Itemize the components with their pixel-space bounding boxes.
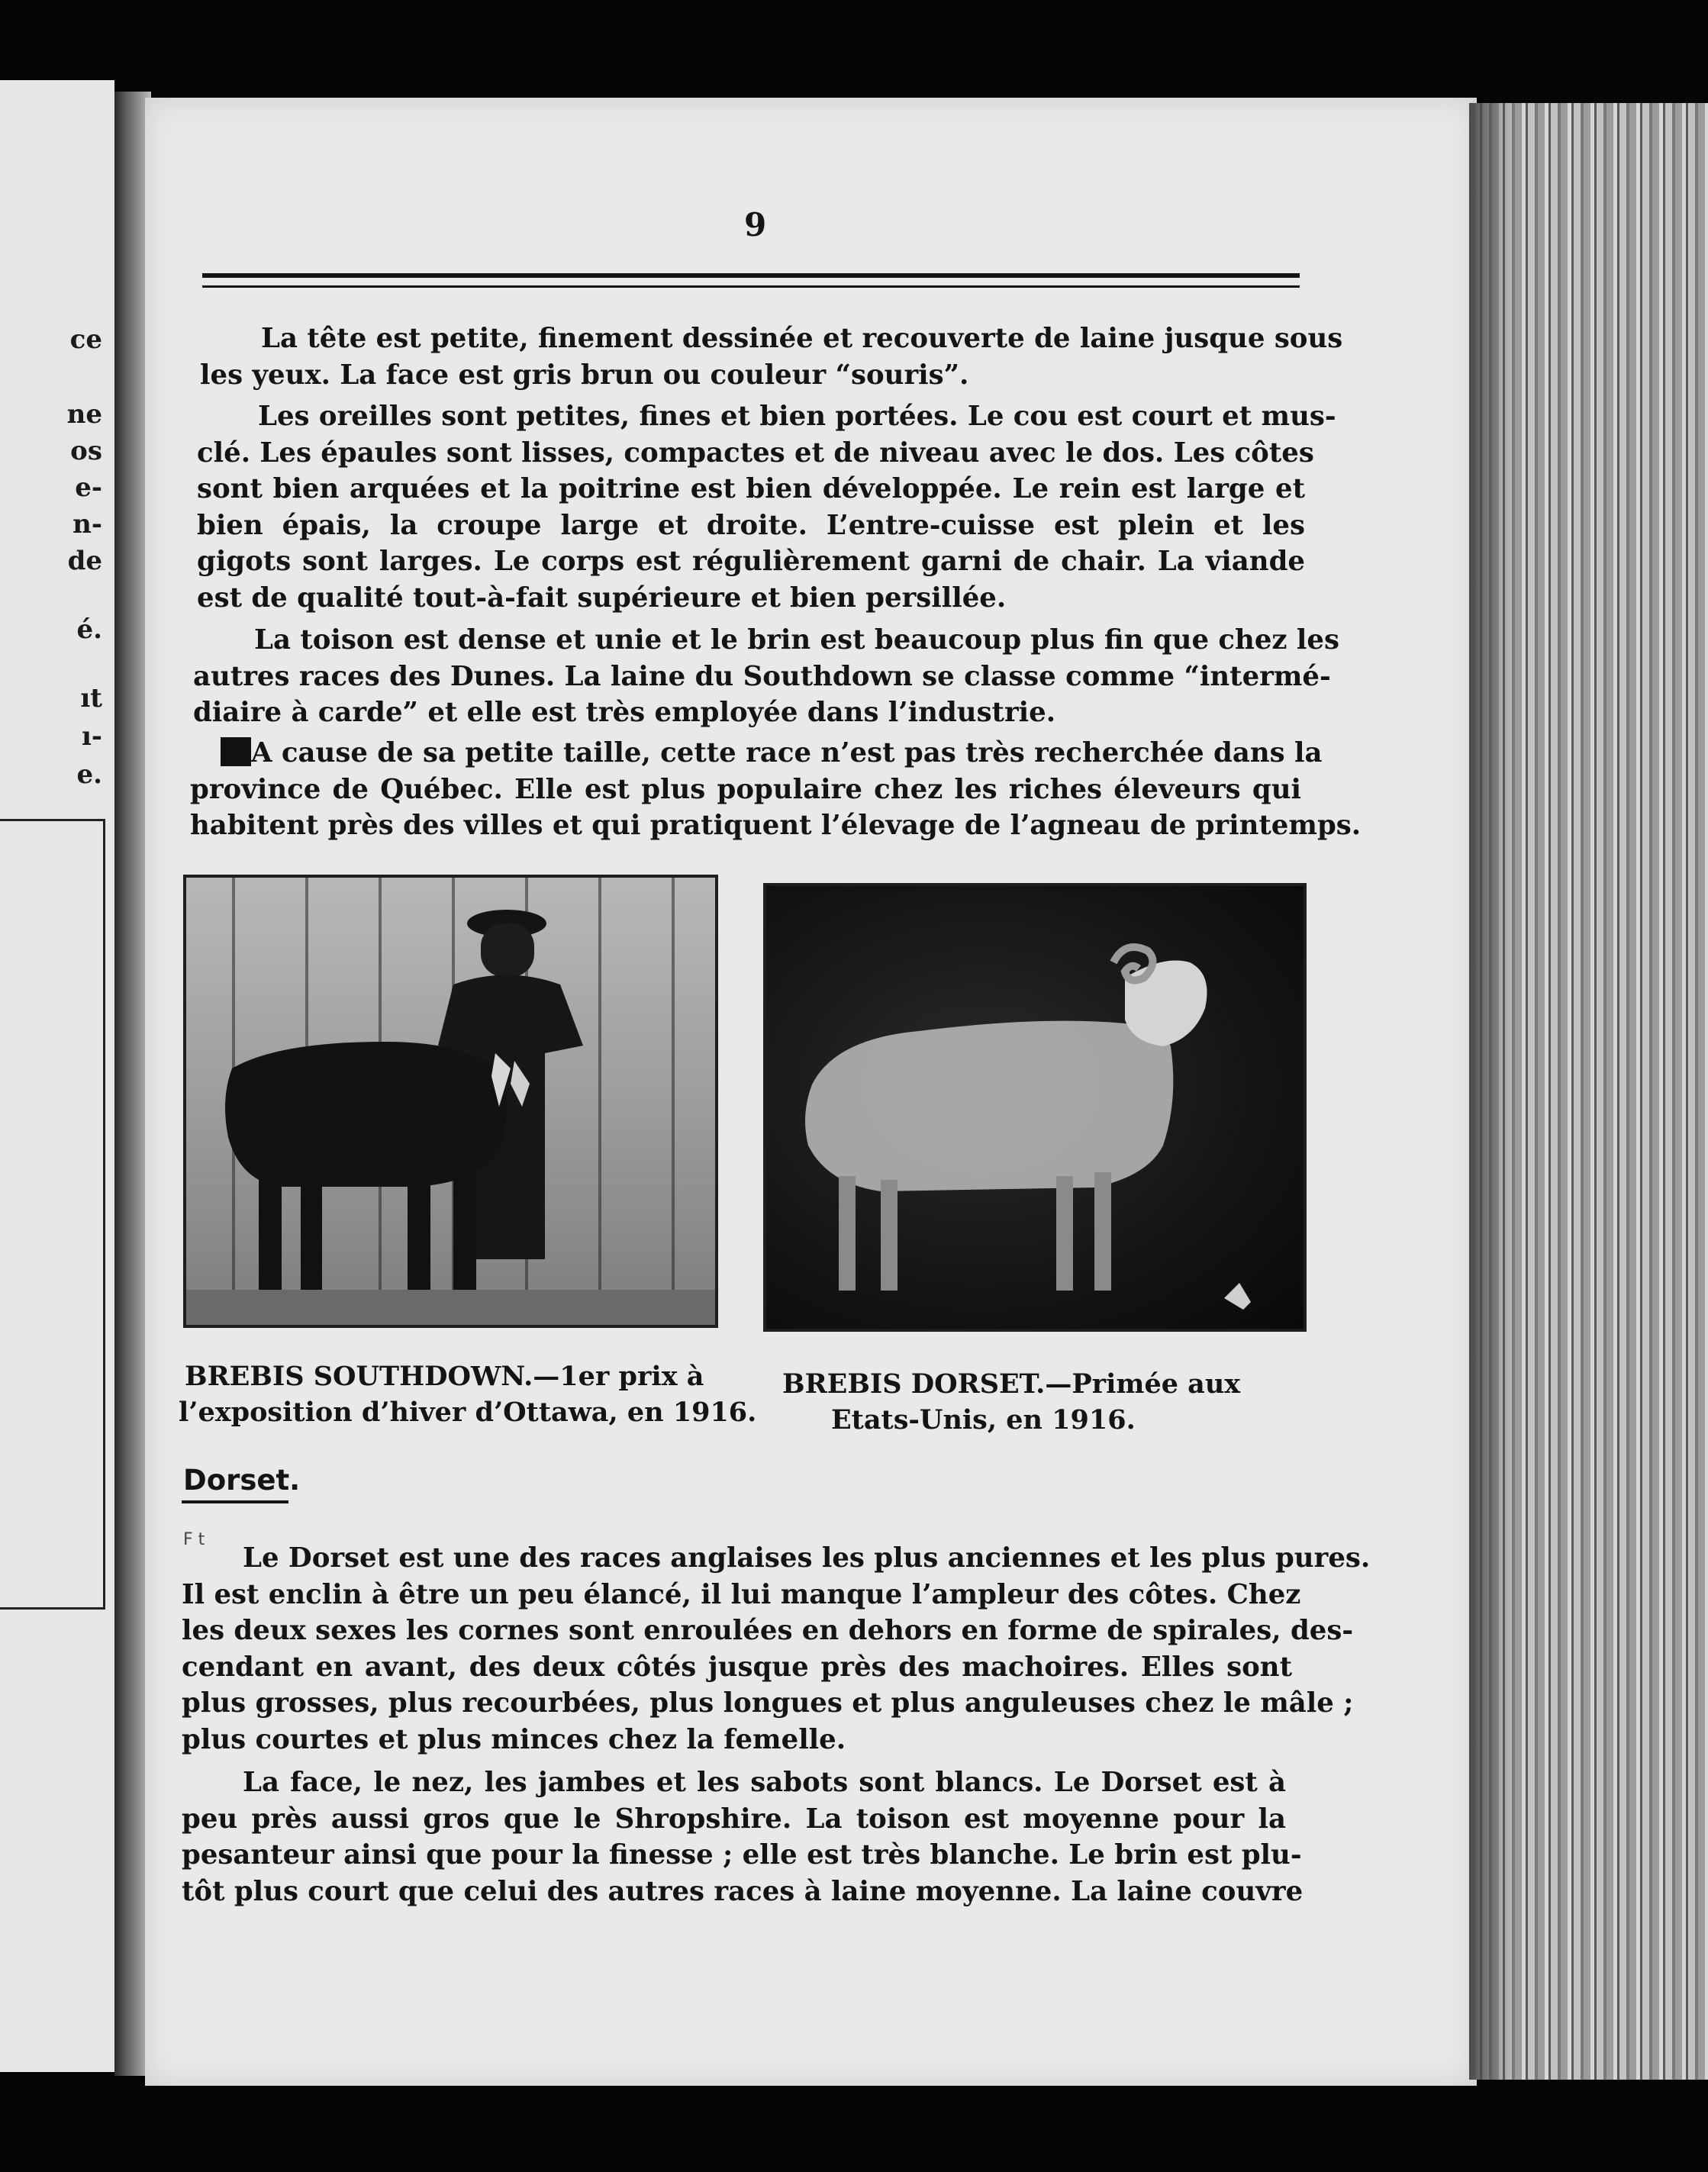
text-line: clé. Les épaules sont lisses, compactes et de niveau avec le dos. Les côtes [197, 437, 1314, 469]
photo-southdown-ewe [183, 875, 718, 1328]
text-line: La tête est petite, finement dessinée et recouverte de laine jusque sous [261, 323, 1343, 354]
caption-southdown [179, 1358, 757, 1430]
header-rule-thick [202, 273, 1300, 278]
text-line: peu près aussi gros que le Shropshire. La toison est moyenne pour la [182, 1803, 1286, 1835]
paragraph-fleece [193, 622, 1339, 731]
left-page-fragment: ı- [81, 721, 102, 752]
text-line: plus grosses, plus recourbées, plus longues et plus anguleuses chez le mâle ; [182, 1687, 1354, 1719]
text-line: les yeux. La face est gris brun ou couleur “souris”. [200, 359, 969, 391]
text-line: sont bien arquées et la poitrine est bien développée. Le rein est large et [197, 473, 1305, 504]
paragraph-dorset-origin [182, 1540, 1371, 1758]
text-line: pesanteur ainsi que pour la finesse ; elle est très blanche. Le brin est plu- [182, 1839, 1302, 1871]
caption-line: BREBIS DORSET.—Primée aux [782, 1368, 1241, 1400]
text-line: La face, le nez, les jambes et les sabots sont blancs. Le Dorset est à [243, 1767, 1286, 1798]
left-page-fragment: e. [76, 759, 102, 790]
text-line: habitent près des villes et qui pratiquent l’élevage de l’agneau de printemps. [190, 810, 1362, 841]
photo-dorset-ewe [763, 883, 1307, 1332]
text-line: gigots sont larges. Le corps est régulièrement garni de chair. La viande [197, 546, 1305, 577]
left-page-fragment: é. [76, 614, 102, 645]
text-line: autres races des Dunes. La laine du Southdown se classe comme “intermé- [193, 660, 1331, 692]
text-line: diaire à carde” et elle est très employée dans l’industrie. [193, 697, 1056, 728]
section-heading-dorset: Dorset. [183, 1464, 301, 1497]
left-page-fragment: n- [73, 509, 102, 540]
left-page-fragment: os [70, 436, 102, 466]
left-page-fragment: e- [75, 472, 102, 503]
page-number: 9 [744, 206, 767, 243]
caption-line: Etats-Unis, en 1916. [831, 1404, 1136, 1436]
left-page-fragment: de [67, 546, 102, 576]
text-line: province de Québec. Elle est plus populaire chez les riches éleveurs qui [190, 773, 1301, 805]
dorset-ewe-illustration [766, 886, 1304, 1329]
heading-underline [182, 1500, 288, 1503]
text-line: les deux sexes les cornes sont enroulées en dehors en forme de spirales, des- [182, 1615, 1354, 1646]
text-line: cendant en avant, des deux côtés jusque près des machoires. Elles sont [182, 1651, 1292, 1683]
page-stack-shadow [1469, 103, 1515, 2080]
text-line: Les oreilles sont petites, fines et bien portées. Le cou est court et mus- [258, 401, 1336, 432]
text-line: Le Dorset est une des races anglaises les plus anciennes et les plus pures. [243, 1542, 1371, 1574]
paragraph-body-conformation [197, 398, 1336, 616]
header-rule-thin [202, 285, 1300, 288]
text-line: tôt plus court que celui des autres races à laine moyenne. La laine couvre [182, 1875, 1304, 1907]
text-line: A cause de sa petite taille, cette race n’est pas très recherchée dans la [251, 737, 1323, 769]
text-line: Il est enclin à être un peu élancé, il lui manque l’ampleur des côtes. Chez [182, 1578, 1301, 1610]
marginal-mark: F t [183, 1530, 205, 1549]
left-facing-page [0, 80, 114, 2072]
southdown-ewe-illustration [186, 878, 715, 1325]
paragraph-quebec [190, 735, 1362, 844]
text-line: bien épais, la croupe large et droite. L’entre-cuisse est plein et les [197, 509, 1305, 541]
caption-dorset [782, 1366, 1240, 1438]
left-page-fragment: ıt [80, 683, 102, 714]
caption-line: BREBIS SOUTHDOWN.—1er prix à [185, 1361, 704, 1392]
left-page-fragment: ce [69, 324, 102, 355]
left-page-frame [0, 819, 105, 1610]
text-line: La toison est dense et unie et le brin est beaucoup plus fin que chez les [254, 624, 1339, 656]
text-line: plus courtes et plus minces chez la femelle. [182, 1723, 846, 1755]
marginal-block-mark [221, 737, 251, 766]
caption-line: l’exposition d’hiver d’Ottawa, en 1916. [179, 1397, 757, 1428]
left-page-fragment: ne [66, 399, 102, 430]
text-line: est de qualité tout-à-fait supérieure et bien persillée. [197, 582, 1007, 614]
paragraph-dorset-features [182, 1764, 1304, 1909]
paragraph-head [200, 321, 1343, 393]
